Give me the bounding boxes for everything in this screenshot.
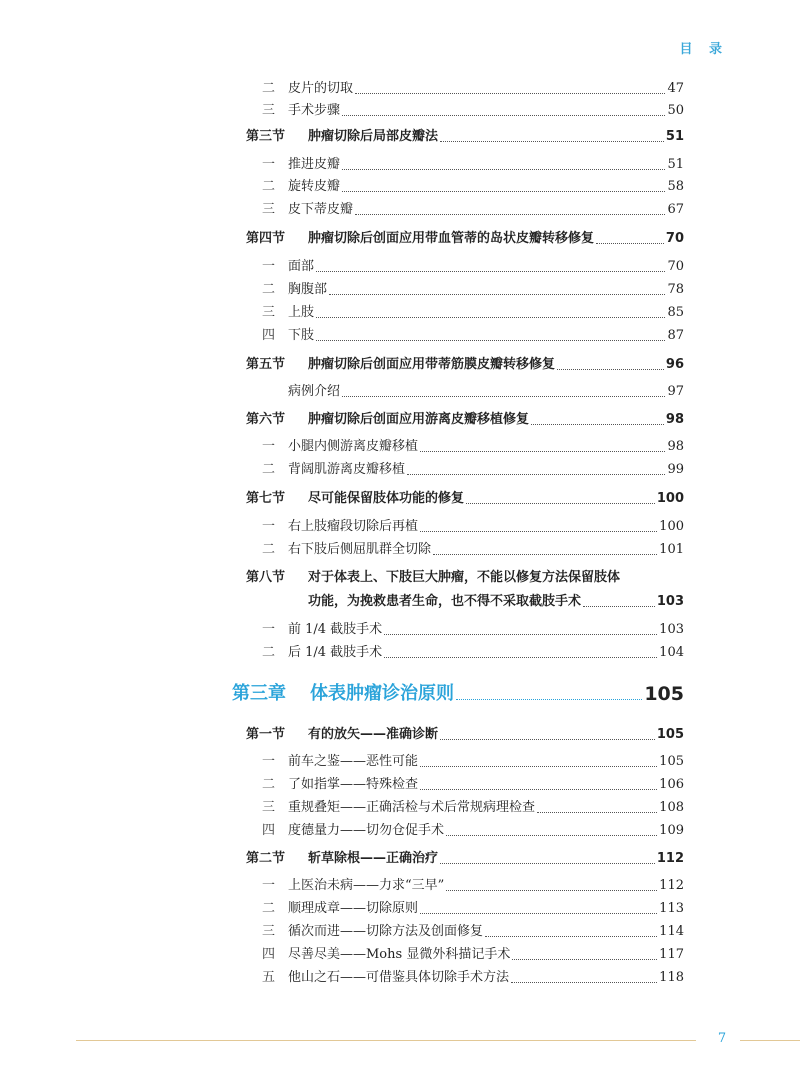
entry-page: 109: [659, 823, 684, 838]
entry-title: 下肢: [288, 328, 315, 343]
item-number: 三: [262, 800, 276, 815]
item-number: 四: [262, 328, 276, 343]
dot-leader: [596, 243, 664, 244]
entry-title: 右上肢瘤段切除后再植: [288, 519, 419, 534]
page-number: 7: [717, 1031, 727, 1046]
item-number: 一: [262, 259, 276, 274]
item-number: 四: [262, 823, 276, 838]
toc-entry: [0, 776, 684, 794]
entry-title: 重规叠矩——正确活检与术后常规病理检查: [288, 800, 536, 815]
entry-title: 手术步骤: [288, 103, 341, 118]
entry-title: 上医治未病——力求“三早”: [288, 878, 445, 893]
entry-title: 皮片的切取: [288, 81, 354, 96]
toc-entry: [0, 327, 684, 345]
toc-entry: [0, 281, 684, 299]
entry-title: 度德量力——切勿仓促手术: [288, 823, 445, 838]
section-title: 肿瘤切除后创面应用游离皮瓣移植修复: [308, 412, 530, 427]
entry-title: 后 1/4 截肢手术: [288, 645, 383, 660]
toc-entry: [0, 80, 684, 98]
chapter-label: 第三章: [232, 683, 286, 704]
dot-leader: [420, 789, 657, 790]
toc-entry: [0, 201, 684, 219]
entry-title: 旋转皮瓣: [288, 179, 341, 194]
dot-leader: [407, 474, 665, 475]
item-number: 五: [262, 970, 276, 985]
dot-leader: [342, 169, 665, 170]
section-label: 第三节: [246, 129, 286, 144]
item-number: 一: [262, 439, 276, 454]
entry-page: 78: [667, 282, 684, 297]
entry-page: 112: [659, 878, 684, 893]
entry-page: 47: [667, 81, 684, 96]
toc-section: [0, 726, 684, 744]
entry-page: 108: [659, 800, 684, 815]
dot-leader: [384, 634, 657, 635]
section-page: 98: [665, 412, 684, 427]
section-label: 第四节: [246, 231, 286, 246]
section-label: 第二节: [246, 851, 286, 866]
section-page: 105: [656, 727, 684, 742]
entry-page: 98: [667, 439, 684, 454]
entry-page: 105: [659, 754, 684, 769]
section-title: 对于体表上、下肢巨大肿瘤，不能以修复方法保留肢体: [308, 570, 621, 585]
toc-entry: [0, 946, 684, 964]
item-number: 二: [262, 462, 276, 477]
entry-title: 了如指掌——特殊检查: [288, 777, 419, 792]
section-page: 51: [665, 129, 684, 144]
section-label: 第一节: [246, 727, 286, 742]
toc-entry: [0, 438, 684, 456]
footer-rule-right: [740, 1040, 800, 1041]
toc-entry: [0, 383, 684, 401]
entry-page: 58: [667, 179, 684, 194]
item-number: 二: [262, 81, 276, 96]
item-number: 一: [262, 157, 276, 172]
toc-entry: [0, 644, 684, 662]
entry-title: 上肢: [288, 305, 315, 320]
dot-leader: [329, 294, 665, 295]
toc-entry: [0, 258, 684, 276]
section-title: 肿瘤切除后创面应用带血管蒂的岛状皮瓣转移修复: [308, 231, 595, 246]
entry-title: 病例介绍: [288, 384, 341, 399]
toc-entry: [0, 900, 684, 918]
dot-leader: [420, 913, 657, 914]
entry-title: 他山之石——可借鉴具体切除手术方法: [288, 970, 510, 985]
section-page: 103: [656, 594, 684, 609]
entry-page: 101: [659, 542, 684, 557]
section-page: 100: [656, 491, 684, 506]
entry-page: 114: [659, 924, 684, 939]
toc-section: [0, 490, 684, 508]
dot-leader: [557, 369, 664, 370]
item-number: 三: [262, 103, 276, 118]
toc-entry: [0, 877, 684, 895]
toc-entry: [0, 518, 684, 536]
entry-title: 前车之鉴——恶性可能: [288, 754, 419, 769]
entry-page: 99: [667, 462, 684, 477]
toc-section-multiline: [0, 569, 684, 611]
chapter-title: 体表肿瘤诊治原则: [310, 683, 454, 704]
entry-page: 106: [659, 777, 684, 792]
footer-rule: [76, 1040, 696, 1041]
entry-page: 85: [667, 305, 684, 320]
section-title: 斩草除根——正确治疗: [308, 851, 439, 866]
dot-leader: [316, 317, 665, 318]
dot-leader: [420, 766, 657, 767]
section-label: 第六节: [246, 412, 286, 427]
section-title: 肿瘤切除后创面应用带蒂筋膜皮瓣转移修复: [308, 357, 556, 372]
dot-leader: [456, 699, 642, 700]
section-title: 肿瘤切除后局部皮瓣法: [308, 129, 439, 144]
entry-title: 胸腹部: [288, 282, 328, 297]
entry-title: 面部: [288, 259, 315, 274]
entry-title: 尽善尽美——Mohs 显微外科描记手术: [288, 947, 511, 962]
section-label: 第八节: [246, 570, 286, 585]
entry-title: 前 1/4 截肢手术: [288, 622, 383, 637]
entry-title: 皮下蒂皮瓣: [288, 202, 354, 217]
toc-section: [0, 128, 684, 146]
dot-leader: [420, 451, 665, 452]
toc-section: [0, 356, 684, 374]
toc-entry: [0, 799, 684, 817]
entry-page: 50: [667, 103, 684, 118]
entry-page: 117: [659, 947, 684, 962]
entry-title: 右下肢后侧屈肌群全切除: [288, 542, 432, 557]
entry-title: 顺理成章——切除原则: [288, 901, 419, 916]
toc-section: [0, 850, 684, 868]
entry-title: 推进皮瓣: [288, 157, 341, 172]
toc-entry: [0, 541, 684, 559]
toc-entry: [0, 461, 684, 479]
dot-leader: [537, 812, 657, 813]
dot-leader: [440, 141, 664, 142]
item-number: 一: [262, 519, 276, 534]
item-number: 三: [262, 924, 276, 939]
item-number: 二: [262, 179, 276, 194]
entry-page: 113: [659, 901, 684, 916]
dot-leader: [440, 739, 655, 740]
dot-leader: [446, 835, 657, 836]
dot-leader: [433, 554, 657, 555]
entry-page: 67: [667, 202, 684, 217]
toc-section: [0, 411, 684, 429]
dot-leader: [342, 115, 665, 116]
entry-page: 70: [667, 259, 684, 274]
section-page: 112: [656, 851, 684, 866]
toc-entry: [0, 822, 684, 840]
toc-chapter: [0, 682, 684, 706]
toc-entry: [0, 753, 684, 771]
dot-leader: [440, 863, 655, 864]
item-number: 一: [262, 878, 276, 893]
entry-page: 118: [659, 970, 684, 985]
toc-entry: [0, 621, 684, 639]
toc-entry: [0, 178, 684, 196]
dot-leader: [355, 93, 665, 94]
section-title-continued: 功能，为挽救患者生命，也不得不采取截肢手术: [308, 594, 582, 609]
entry-title: 循次而进——切除方法及创面修复: [288, 924, 484, 939]
toc-entry: [0, 304, 684, 322]
dot-leader: [342, 396, 665, 397]
item-number: 三: [262, 202, 276, 217]
item-number: 二: [262, 282, 276, 297]
dot-leader: [316, 271, 665, 272]
toc-entry: [0, 969, 684, 987]
entry-page: 51: [667, 157, 684, 172]
item-number: 二: [262, 777, 276, 792]
item-number: 二: [262, 542, 276, 557]
section-page: 96: [665, 357, 684, 372]
entry-page: 100: [659, 519, 684, 534]
toc-section: [0, 230, 684, 248]
item-number: 二: [262, 901, 276, 916]
entry-page: 87: [667, 328, 684, 343]
entry-page: 103: [659, 622, 684, 637]
entry-title: 小腿内侧游离皮瓣移植: [288, 439, 419, 454]
chapter-page: 105: [644, 683, 684, 705]
item-number: 一: [262, 622, 276, 637]
section-label: 第五节: [246, 357, 286, 372]
dot-leader: [355, 214, 665, 215]
dot-leader: [446, 890, 657, 891]
item-number: 四: [262, 947, 276, 962]
entry-title: 背阔肌游离皮瓣移植: [288, 462, 406, 477]
running-header: 目 录: [679, 42, 728, 57]
section-label: 第七节: [246, 491, 286, 506]
toc-entry: [0, 102, 684, 120]
section-title: 尽可能保留肢体功能的修复: [308, 491, 465, 506]
dot-leader: [420, 531, 657, 532]
dot-leader: [384, 657, 657, 658]
entry-page: 104: [659, 645, 684, 660]
section-page: 70: [665, 231, 684, 246]
dot-leader: [316, 340, 665, 341]
dot-leader: [531, 424, 664, 425]
dot-leader: [466, 503, 655, 504]
dot-leader: [342, 191, 665, 192]
dot-leader: [583, 606, 655, 607]
dot-leader: [512, 959, 657, 960]
entry-page: 97: [667, 384, 684, 399]
item-number: 三: [262, 305, 276, 320]
toc-entry: [0, 923, 684, 941]
dot-leader: [485, 936, 657, 937]
section-title: 有的放矢——准确诊断: [308, 727, 439, 742]
toc-entry: [0, 156, 684, 174]
dot-leader: [511, 982, 657, 983]
item-number: 一: [262, 754, 276, 769]
item-number: 二: [262, 645, 276, 660]
